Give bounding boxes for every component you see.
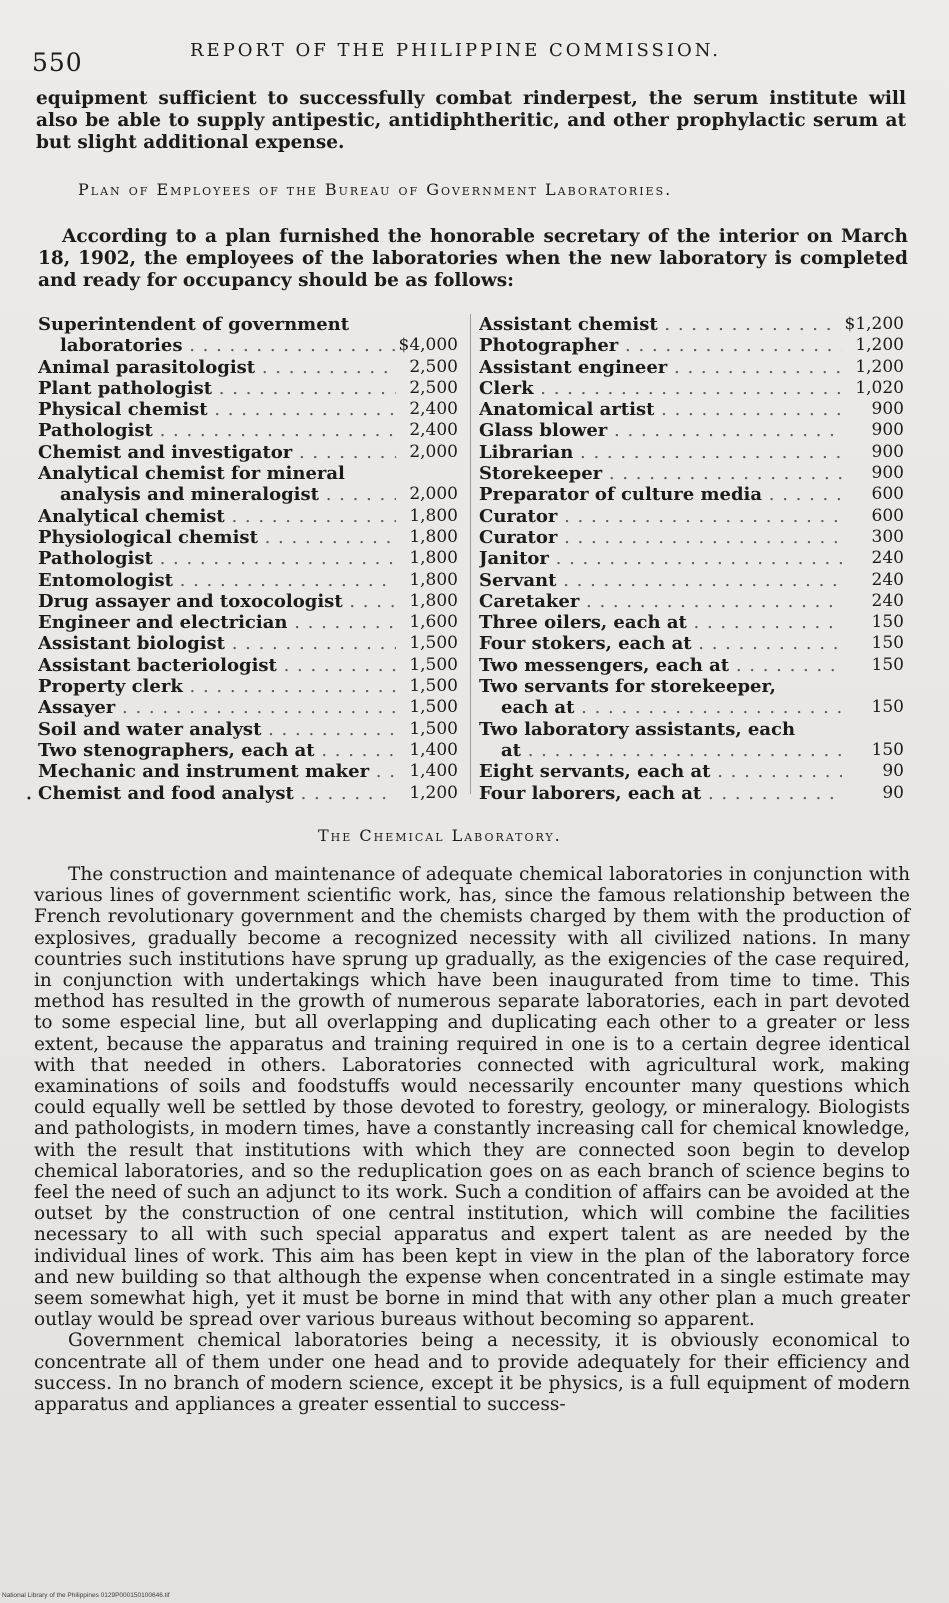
salary-row — [479, 697, 904, 718]
position-title: Servant . . . — [479, 570, 842, 591]
salary-row — [479, 761, 904, 782]
salary-row — [38, 506, 458, 527]
salary-amount: 1,800 — [409, 590, 458, 611]
position-title: Drug assayer and toxocologist . . . — [38, 591, 396, 612]
salary-amount: 150 — [871, 612, 904, 633]
position-title: Two laboratory assistants, each — [479, 718, 796, 740]
salary-row — [479, 420, 904, 441]
salary-row — [38, 591, 458, 612]
position-title: Entomologist . . . — [38, 570, 396, 591]
salary-amount: 90 — [882, 761, 904, 782]
position-title: Four laborers, each at . . . — [479, 783, 842, 804]
position-title: Caretaker . . . — [479, 591, 842, 612]
salary-amount: 1,500 — [409, 633, 458, 654]
position-title: Soil and water analyst . . . — [38, 719, 396, 740]
salary-amount: 900 — [871, 420, 904, 441]
position-title: Property clerk . . . — [38, 676, 396, 697]
salary-amount: 1,200 — [855, 356, 904, 377]
position-title: Mechanic and instrument maker . . . — [38, 761, 396, 782]
salary-amount: 240 — [871, 569, 904, 590]
position-title: Assistant chemist . . . — [479, 314, 841, 335]
salary-row — [38, 783, 458, 804]
position-title: Assistant biologist . . . — [38, 633, 396, 654]
position-title: Analytical chemist . . . — [38, 506, 396, 527]
salary-row — [38, 420, 458, 441]
body-paragraph: The construction and maintenance of adequate chemical laboratories in conjunction with various lines of government scientific work, has, since the famous relationship between the French revolutionary government and the chemists charged by them with the production of explosives, gradually become a recognized necessity with all civilized nations. In many countries such institutions have sprung up gradually, as the exigencies of the case required, in conjunction with undertakings which have been inaugurated from time to time. This method has resulted in the growth of numerous separate laboratories, each in part devoted to some especial line, but all overlapping and duplicating each other to a greater or less extent, because the apparatus and training required in one is to a certain degree identical with that needed in others. Laboratories connected with agricultural work, making examinations of soils and foodstuffs would necessarily encounter many questions which could equally well be settled by those devoted to forestry, geology, or mineralogy. Biologists and pathologists, in modern times, have a constantly increasing call for chemical knowledge, with the result that institutions with which they are connected soon begin to develop chemical laboratories, and so the reduplication goes on as each branch of science begins to feel the need of such an adjunct to its work. Such a condition of affairs can be avoided at the outset by the construction of one central institution, which will combine the facilities necessary to all with such special apparatus and expert talent as are needed by the individual lines of work. This aim has been kept in view in the plan of the laboratory force and new building so that although the expense when concentrated in a single estimate may seem somewhat high, yet it must be borne in mind that with any other plan a much greater outlay would be spread over various bureaus without becoming so apparent. — [34, 864, 910, 1331]
salary-amount: 1,600 — [409, 612, 458, 633]
salary-row — [479, 527, 904, 548]
position-title: Chemist and food analyst . . . — [38, 783, 396, 804]
position-title: Analytical chemist for mineral — [38, 463, 345, 485]
salary-row — [38, 399, 458, 420]
salary-row — [38, 761, 458, 782]
position-title: Two stenographers, each at . . . — [38, 740, 396, 761]
employee-column-left — [38, 314, 458, 804]
position-title: Pathologist . . . — [38, 420, 396, 441]
salary-amount: 2,000 — [409, 484, 458, 505]
position-title: Chemist and investigator . . . — [38, 442, 396, 463]
salary-row — [479, 463, 904, 484]
salary-amount: 2,400 — [409, 399, 458, 420]
employee-column-right — [470, 314, 904, 804]
salary-amount: 600 — [871, 505, 904, 526]
salary-row — [38, 719, 458, 740]
position-title: Two messengers, each at . . . — [479, 655, 842, 676]
salary-row — [479, 506, 904, 527]
salary-amount: 1,400 — [409, 739, 458, 760]
position-title: Assayer . . . — [38, 697, 396, 718]
salary-amount: 1,800 — [409, 548, 458, 569]
salary-row — [38, 357, 458, 378]
position-title: Physical chemist . . . — [38, 399, 396, 420]
salary-amount: 600 — [871, 484, 904, 505]
position-title: Plant pathologist . . . — [38, 378, 396, 399]
margin-mark-icon: • — [26, 794, 32, 805]
salary-row — [38, 527, 458, 548]
salary-amount: 2,500 — [409, 356, 458, 377]
salary-amount: 150 — [871, 697, 904, 718]
salary-row — [479, 783, 904, 804]
plan-section-heading: Plan of Employees of the Bureau of Government Laboratories. — [78, 180, 673, 199]
salary-row — [479, 570, 904, 591]
position-title: Curator . . . — [479, 506, 842, 527]
intro-paragraph: equipment sufficient to successfully combat rinderpest, the serum institute will also be able to supply antipestic, antidiphtheritic, and other prophylactic serum at but slight additional expense. — [36, 88, 906, 153]
salary-row — [479, 740, 904, 761]
position-title: Three oilers, each at . . . — [479, 612, 842, 633]
salary-row — [38, 335, 458, 356]
salary-row — [479, 655, 904, 676]
position-title: Librarian . . . — [479, 442, 842, 463]
position-title: Engineer and electrician . . . — [38, 612, 396, 633]
salary-amount: 1,200 — [855, 335, 904, 356]
salary-amount: 1,020 — [855, 377, 904, 398]
salary-amount: 150 — [871, 739, 904, 760]
salary-row — [38, 463, 458, 484]
salary-amount: 900 — [871, 399, 904, 420]
salary-row — [38, 314, 458, 335]
salary-row — [38, 655, 458, 676]
page-number: 550 — [32, 48, 83, 77]
position-title: Preparator of culture media . . . — [479, 484, 842, 505]
salary-row — [479, 612, 904, 633]
salary-row — [38, 378, 458, 399]
position-title: at . . . — [479, 740, 842, 761]
position-title: Animal parasitologist . . . — [38, 357, 396, 378]
position-title: Photographer . . . — [479, 335, 842, 356]
salary-amount: 900 — [871, 463, 904, 484]
salary-row — [479, 335, 904, 356]
salary-amount: 150 — [871, 654, 904, 675]
position-title: Assistant engineer . . . — [479, 357, 842, 378]
position-title: analysis and mineralogist . . . — [38, 484, 396, 505]
plan-paragraph — [38, 226, 908, 292]
salary-amount: 2,000 — [409, 441, 458, 462]
salary-row — [38, 740, 458, 761]
salary-amount: 1,800 — [409, 526, 458, 547]
salary-amount: 1,500 — [409, 697, 458, 718]
salary-amount: $4,000 — [398, 335, 458, 356]
salary-row — [479, 591, 904, 612]
salary-amount: 1,500 — [409, 718, 458, 739]
salary-amount: 1,200 — [409, 782, 458, 803]
salary-amount: 1,800 — [409, 569, 458, 590]
plan-paragraph-text: According to a plan furnished the honorable secretary of the interior on March 18, 1902, the employees of the laboratories when the new laboratory is completed and ready for occupancy should be as follows: — [38, 226, 908, 291]
chemical-section-heading: The Chemical Laboratory. — [318, 826, 562, 845]
salary-row — [38, 612, 458, 633]
position-title: Two servants for storekeeper, — [479, 676, 776, 698]
position-title: each at . . . — [479, 697, 842, 718]
salary-amount: 240 — [871, 590, 904, 611]
salary-amount: 150 — [871, 633, 904, 654]
salary-row — [479, 548, 904, 569]
salary-row — [38, 570, 458, 591]
salary-row — [479, 719, 904, 740]
position-title: laboratories . . . — [38, 335, 395, 356]
salary-row — [479, 633, 904, 654]
salary-amount: 900 — [871, 441, 904, 462]
salary-amount: 2,500 — [409, 377, 458, 398]
salary-row — [479, 378, 904, 399]
position-title: Pathologist . . . — [38, 548, 396, 569]
salary-amount: 1,500 — [409, 654, 458, 675]
body-paragraph: Government chemical laboratories being a necessity, it is obviously economical to concentrate all of them under one head and to provide adequately for their efficiency and success. In no branch of modern science, except it be physics, is a full equipment of modern apparatus and appliances a greater essential to success- — [34, 1330, 910, 1416]
salary-amount: 240 — [871, 548, 904, 569]
salary-amount: 1,500 — [409, 676, 458, 697]
salary-row — [479, 484, 904, 505]
position-title: Anatomical artist . . . — [479, 399, 842, 420]
position-title: Physiological chemist . . . — [38, 527, 396, 548]
salary-row — [38, 633, 458, 654]
position-title: Four stokers, each at . . . — [479, 633, 842, 654]
salary-amount: 1,800 — [409, 505, 458, 526]
running-head: REPORT OF THE PHILIPPINE COMMISSION. — [190, 40, 722, 61]
salary-row — [479, 399, 904, 420]
position-title: Superintendent of government — [38, 314, 350, 335]
position-title: Glass blower . . . — [479, 420, 842, 441]
position-title: Curator . . . — [479, 527, 842, 548]
salary-row — [479, 442, 904, 463]
salary-amount: 300 — [871, 526, 904, 547]
position-title: Storekeeper . . . — [479, 463, 842, 484]
salary-amount: 90 — [882, 782, 904, 803]
salary-row — [38, 548, 458, 569]
salary-row — [479, 676, 904, 697]
salary-amount: 1,400 — [409, 761, 458, 782]
salary-row — [479, 314, 904, 335]
scan-credit: National Library of the Philippines 0129P000150100646.tif — [2, 1592, 170, 1599]
position-title: Eight servants, each at . . . — [479, 761, 842, 782]
chemical-section-body — [34, 864, 910, 1415]
salary-amount: 2,400 — [409, 420, 458, 441]
salary-row — [38, 676, 458, 697]
salary-amount: $1,200 — [844, 314, 904, 334]
salary-row — [479, 357, 904, 378]
position-title: Janitor . . . — [479, 548, 842, 569]
employee-salary-table — [38, 314, 904, 804]
salary-row — [38, 442, 458, 463]
position-title: Clerk . . . — [479, 378, 842, 399]
salary-row — [38, 697, 458, 718]
position-title: Assistant bacteriologist . . . — [38, 655, 396, 676]
salary-row — [38, 484, 458, 505]
